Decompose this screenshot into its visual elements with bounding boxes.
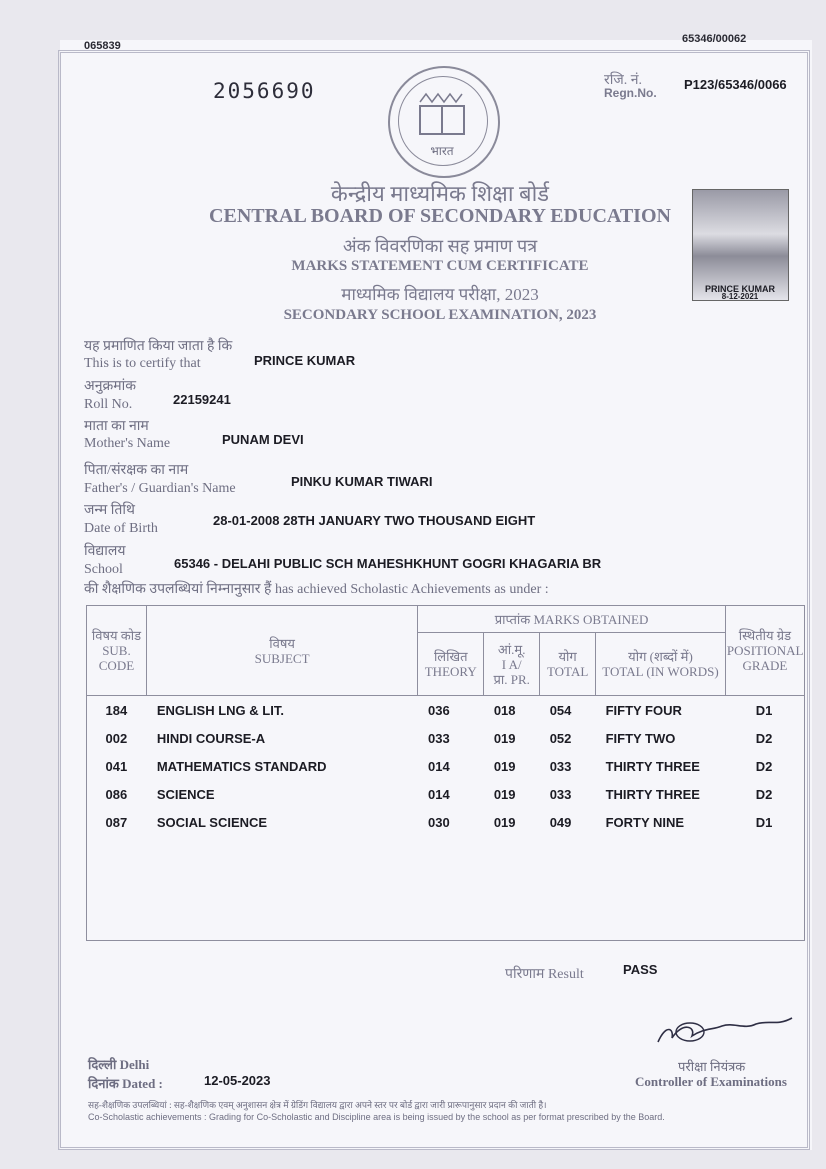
cell-grade: D2 [755,758,773,774]
cell-theory-marks: 014 [428,758,450,774]
book-emblem-icon [412,92,472,142]
table-row [87,752,804,780]
date-of-birth: 28-01-2008 28TH JANUARY TWO THOUSAND EIGHT [213,513,536,528]
cell-subject: ENGLISH LNG & LIT. [156,702,284,718]
father-label: Father's / Guardian's Name [84,481,236,496]
cell-ia-marks: 018 [493,702,516,718]
cell-sub-code: 041 [105,758,128,774]
table-row [87,724,804,752]
cell-ia-marks: 019 [493,730,516,746]
cell-subject: MATHEMATICS STANDARD [156,758,327,774]
cell-total-words: FIFTY FOUR [605,702,682,718]
controller-label: Controller of Examinations [635,1074,787,1089]
certify-label-hi: यह प्रमाणित किया जाता है कि [84,339,233,354]
mother-name: PUNAM DEVI [222,432,304,447]
cell-total-words: FIFTY TWO [605,730,676,746]
cell-total-words: FORTY NINE [605,814,685,830]
cell-ia-marks: 019 [493,758,516,774]
regn-number: P123/65346/0066 [684,77,787,92]
photo-name: PRINCE KUMAR [704,284,775,294]
cell-total-marks: 052 [549,730,572,746]
mother-label: Mother's Name [84,436,171,451]
father-label-hi: पिता/संरक्षक का नाम [84,463,189,478]
roll-label-hi: अनुक्रमांक [84,379,136,394]
cell-sub-code: 086 [105,786,128,802]
table-row [87,696,804,724]
header-total-words: योग (शब्दों में) TOTAL (IN WORDS) [596,633,726,696]
controller-label-hi: परीक्षा नियंत्रक [678,1059,746,1074]
table-row [87,780,804,808]
header-theory: लिखित THEORY [418,633,484,696]
header-total: योग TOTAL [540,633,596,696]
certify-label: This is to certify that [84,356,201,371]
marks-body [87,696,805,941]
cell-theory-marks: 036 [428,702,450,718]
co-scholastic-note-hi: सह-शैक्षणिक उपलब्धियां : सह-शैक्षणिक एवम् अनुशासन क्षेत्र में ग्रेडिंग विद्यालय द्वारा अपने स्तर पर बोर्ड द्वारा जारी प्रारूपानुसार प्रदान की जाती है। [88,1100,547,1110]
dob-label: Date of Birth [84,521,158,536]
cell-grade: D1 [755,702,773,718]
marks-table [86,605,805,941]
issue-date: 12-05-2023 [204,1073,271,1088]
cell-sub-code: 184 [105,702,128,718]
certificate-title-hindi: अंक विवरणिका सह प्रमाण पत्र [342,236,538,256]
roll-number: 22159241 [173,392,231,407]
dob-label-hi: जन्म तिथि [84,503,135,518]
cell-subject: SCIENCE [156,786,215,802]
marks-rows [87,696,804,836]
header-grade: स्थितीय ग्रेड POSITIONAL GRADE [725,606,804,696]
cell-subject: SOCIAL SCIENCE [156,814,268,830]
roll-label: Roll No. [84,397,133,412]
certificate-title: MARKS STATEMENT CUM CERTIFICATE [291,258,589,274]
table-row [87,808,804,836]
cell-theory-marks: 014 [428,786,450,802]
header-sub-code: विषय कोड SUB. CODE [87,606,147,696]
seal-text: भारत [430,144,454,158]
result-label: परिणाम Result [505,967,584,982]
cell-sub-code: 087 [105,814,128,830]
school-label-hi: विद्यालय [84,544,126,559]
header-subject: विषय SUBJECT [146,606,417,696]
cell-grade: D2 [755,730,773,746]
serial-number: 2056690 [213,79,316,103]
exam-title-hindi: माध्यमिक विद्यालय परीक्षा, 2023 [341,285,539,304]
controller-signature [652,1004,802,1054]
cell-grade: D1 [755,814,773,830]
cell-grade: D2 [755,786,773,802]
cell-ia-marks: 019 [493,786,516,802]
mother-label-hi: माता का नाम [84,419,149,434]
cell-sub-code: 002 [105,730,128,746]
cell-total-marks: 033 [549,758,572,774]
regn-label-hi: रजि. नं. [604,73,643,88]
cell-theory-marks: 030 [428,814,450,830]
header-ia-pr: आं.मू. I A/ प्रा. PR. [484,633,540,696]
school-name: 65346 - DELAHI PUBLIC SCH MAHESHKHUNT GOGRI KHAGARIA BR [174,556,602,571]
cell-total-marks: 054 [549,702,572,718]
cell-total-words: THIRTY THREE [605,758,700,774]
cell-total-words: THIRTY THREE [605,786,700,802]
top-left-number: 065839 [84,40,121,52]
cell-theory-marks: 033 [428,730,450,746]
board-name: CENTRAL BOARD OF SECONDARY EDUCATION [209,205,671,227]
regn-label-en: Regn.No. [604,86,657,100]
achievements-intro: की शैक्षणिक उपलब्धियां निम्नानुसार हैं has achieved Scholastic Achievements as under : [84,582,549,597]
photo-date: 8-12-2021 [721,292,759,301]
co-scholastic-note: Co-Scholastic achievements : Grading for Co-Scholastic and Discipline area is being issued by the school as per format prescribed by the Board. [88,1112,665,1122]
place-label: दिल्ली Delhi [88,1057,150,1072]
board-name-hindi: केन्द्रीय माध्यमिक शिक्षा बोर्ड [330,181,550,206]
dated-label: दिनांक Dated : [88,1076,163,1091]
father-name: PINKU KUMAR TIWARI [291,474,433,489]
result-value: PASS [623,962,658,977]
cell-ia-marks: 019 [493,814,516,830]
cell-total-marks: 033 [549,786,572,802]
school-label: School [84,562,123,577]
cell-total-marks: 049 [549,814,572,830]
cell-subject: HINDI COURSE-A [156,730,266,746]
top-right-number: 65346/00062 [682,33,747,45]
header-marks-obtained: प्राप्तांक MARKS OBTAINED [418,606,726,633]
exam-title: SECONDARY SCHOOL EXAMINATION, 2023 [283,307,597,323]
student-name: PRINCE KUMAR [254,353,356,368]
